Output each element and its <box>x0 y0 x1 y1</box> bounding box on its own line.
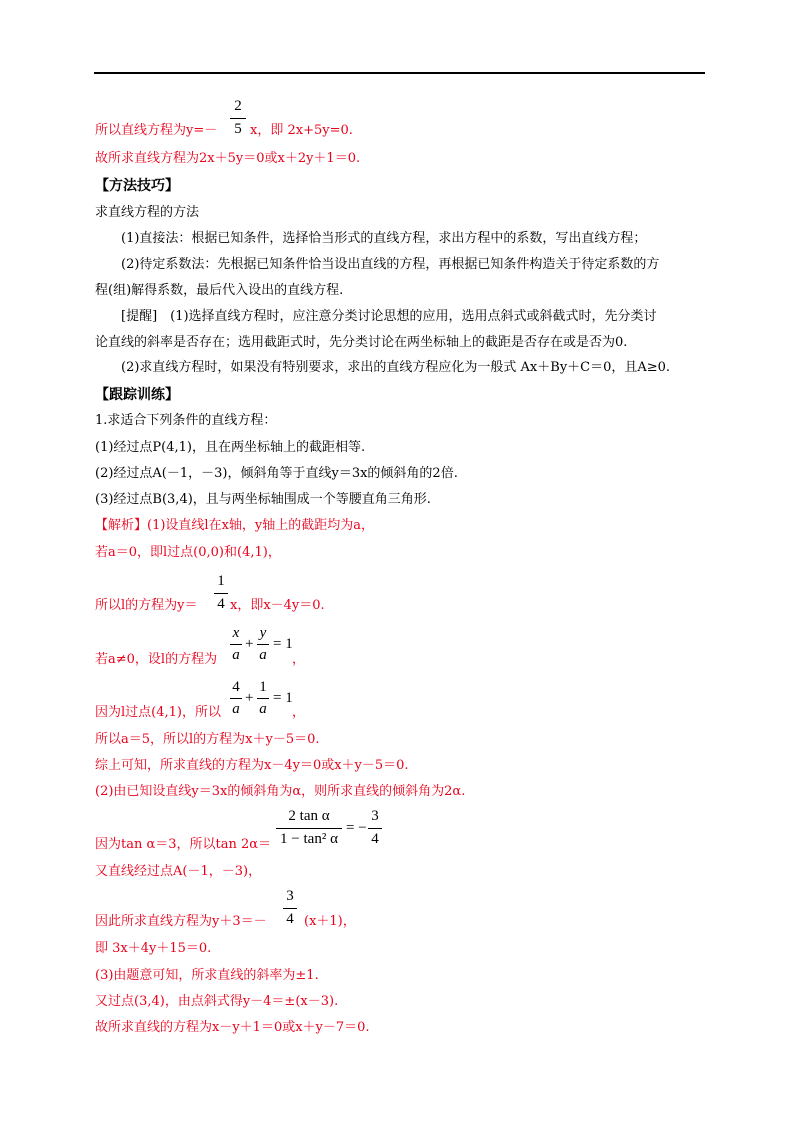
intercept-equation: x a + y a = 1 <box>230 625 294 669</box>
fraction-3-4: 3 4 <box>282 888 298 932</box>
text-line: ， <box>292 652 306 667</box>
text-line: (2)经过点A(－1，－3)，倾斜角等于直线y＝3x的倾斜角的2倍. <box>95 466 458 481</box>
substituted-equation: 4 a + 1 a = 1 <box>230 679 294 723</box>
text-line: 即 3x＋4y＋15＝0. <box>95 941 212 956</box>
text-line: 因为tan α＝3，所以tan 2α＝ <box>95 837 272 852</box>
text-line: [提醒] (1)选择直线方程时，应注意分类讨论思想的应用，选用点斜式或斜截式时，先分类讨 <box>121 309 657 324</box>
text-line: x，即 2x+5y=0. <box>250 123 353 138</box>
text-line: 故所求直线方程为2x＋5y＝0或x＋2y＋1＝0. <box>95 151 361 166</box>
text-line: 因此所求直线方程为y＋3＝－ <box>95 914 267 929</box>
header-rule <box>94 72 705 74</box>
text-line: 论直线的斜率是否存在；选用截距式时，先分类讨论在两坐标轴上的截距是否存在或是否为0. <box>95 335 628 350</box>
text-line: 所以a＝5，所以l的方程为x＋y－5＝0. <box>95 732 320 747</box>
text-line: (2)求直线方程时，如果没有特别要求，求出的直线方程应化为一般式 Ax＋By＋C＝0，且A≥0. <box>121 360 671 375</box>
text-line: 因为l过点(4,1)，所以 <box>95 705 221 720</box>
text-line: 所以直线方程为y=－ <box>95 123 218 138</box>
text-line: 1.求适合下列条件的直线方程： <box>95 413 277 428</box>
text-line: 又直线经过点A(－1，－3)， <box>95 864 262 879</box>
section-heading: 【跟踪训练】 <box>95 387 179 403</box>
text-line: (3)由题意可知，所求直线的斜率为±1. <box>95 968 319 983</box>
fraction-2-5: 2 5 <box>228 98 248 142</box>
text-line: x，即x－4y＝0. <box>230 598 325 613</box>
text-line: 又过点(3,4)，由点斜式得y－4＝±(x－3). <box>95 994 339 1009</box>
text-line: (3)经过点B(3,4)，且与两坐标轴围成一个等腰直角三角形. <box>95 492 431 507</box>
text-line: (1)经过点P(4,1)，且在两坐标轴上的截距相等. <box>95 440 366 455</box>
text-line: (2)由已知设直线y＝3x的倾斜角为α，则所求直线的倾斜角为2α. <box>95 784 466 799</box>
double-angle-formula: 2 tan α 1 − tan² α = − 3 4 <box>276 808 386 852</box>
text-line: 求直线方程的方法 <box>95 205 200 220</box>
text-line: ， <box>292 705 306 720</box>
text-line: 若a≠0，设l的方程为 <box>95 652 218 667</box>
text-line: 所以l的方程为y＝ <box>95 598 198 613</box>
text-line: (1)直接法：根据已知条件，选择恰当形式的直线方程，求出方程中的系数，写出直线方程； <box>121 231 647 246</box>
text-line: 综上可知，所求直线的方程为x－4y＝0或x＋y－5＝0. <box>95 758 409 773</box>
text-line: (2)待定系数法：先根据已知条件恰当设出直线的方程，再根据已知条件构造关于待定系数的方 <box>121 257 660 272</box>
text-line: (x＋1)， <box>304 914 356 929</box>
fraction-1-4: 1 4 <box>212 573 230 617</box>
section-heading: 【方法技巧】 <box>95 178 179 194</box>
text-line: 程(组)解得系数，最后代入设出的直线方程. <box>95 283 344 298</box>
text-line: 若a＝0，即l过点(0,0)和(4,1)， <box>95 545 281 560</box>
text-line: 故所求直线的方程为x－y＋1＝0或x＋y－7＝0. <box>95 1020 370 1035</box>
text-line: 【解析】(1)设直线l在x轴，y轴上的截距均为a， <box>95 518 375 533</box>
